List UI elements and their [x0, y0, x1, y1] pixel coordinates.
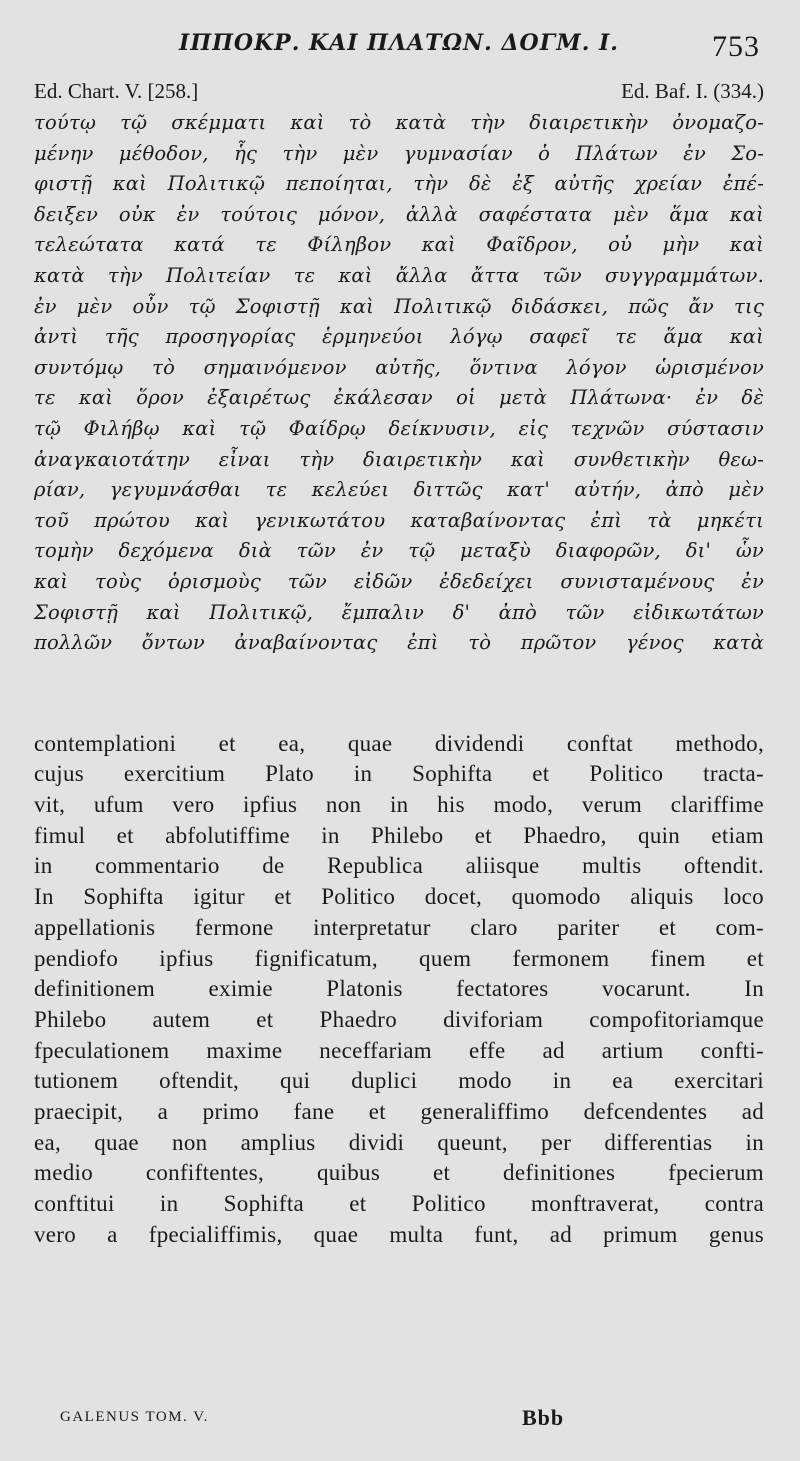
greek-text-line: δειξεν οὐκ ἐν τούτοις μόνον, ἀλλὰ σαφέστατα μὲν ἅμα καὶ: [34, 202, 764, 226]
greek-text: [34, 108, 764, 659]
greek-text-line: συντόμῳ τὸ σημαινόμενον αὐτῆς, ὅντινα λόγον ὡρισμένον: [34, 355, 764, 379]
footer-signature: GALENUS TOM. V.: [60, 1409, 209, 1425]
edition-right: Ed. Baf. I. (334.): [621, 79, 764, 103]
greek-text-line: τελεώτατα κατά τε Φίληβον καὶ Φαῖδρον, οὐ μὴν καὶ: [34, 233, 764, 257]
page-footer: [60, 1405, 764, 1435]
latin-text-line: medio confiftentes, quibus et definitiones fpecierum: [34, 1160, 764, 1186]
greek-text-line: ἀντὶ τῆς προσηγορίας ἑρμηνεύοι λόγῳ σαφεῖ τε ἅμα καὶ: [34, 325, 764, 349]
latin-text-line: appellationis fermone interpretatur claro pariter et com-: [34, 914, 764, 940]
latin-text-line: conftitui in Sophifta et Politico monftraverat, contra: [34, 1191, 764, 1216]
latin-text: [34, 729, 764, 1251]
greek-text-line: τούτῳ τῷ σκέμματι καὶ τὸ κατὰ τὴν διαιρετικὴν ὀνομαζο-: [34, 111, 764, 134]
latin-text-line: cujus exercitium Plato in Sophifta et Politico tracta-: [34, 761, 764, 787]
latin-text-line: Philebo autem et Phaedro diviforiam compofitoriamque: [34, 1006, 764, 1032]
latin-text-line: in commentario de Republica aliisque multis oftendit.: [34, 853, 764, 879]
latin-text-line: contemplationi et ea, quae dividendi conftat methodo,: [34, 730, 764, 756]
latin-text-line: vit, ufum vero ipfius non in his modo, verum clariffime: [34, 792, 764, 818]
greek-text-line: ρίαν, γεγυμνάσθαι τε κελεύει διττῶς κατ' αὐτήν, ἀπὸ μὲν: [34, 478, 764, 502]
greek-text-line: κατὰ τὴν Πολιτείαν τε καὶ ἄλλα ἄττα τῶν συγγραμμάτων.: [34, 263, 764, 287]
greek-text-line: μένην μέθοδον, ἧς τὴν μὲν γυμνασίαν ὁ Πλάτων ἐν Σο-: [34, 141, 764, 165]
latin-text-line: In Sophifta igitur et Politico docet, quomodo aliquis loco: [34, 884, 764, 910]
latin-text-line: ea, quae non amplius dividi queunt, per differentias in: [34, 1129, 764, 1155]
edition-references: [34, 76, 764, 106]
latin-text-line: pendiofo ipfius fignificatum, quem fermonem finem et: [34, 945, 764, 971]
greek-text-line: Σοφιστῇ καὶ Πολιτικῷ, ἔμπαλιν δ' ἀπὸ τῶν εἰδικωτάτων: [34, 600, 764, 624]
column-gap: [34, 659, 764, 729]
latin-text-line: tutionem oftendit, qui duplici modo in ea exercitari: [34, 1068, 764, 1094]
greek-text-line: τε καὶ ὅρον ἐξαιρέτως ἐκάλεσαν οἱ μετὰ Πλάτωνα· ἐν δὲ: [34, 386, 764, 410]
edition-left: Ed. Chart. V. [258.]: [34, 79, 199, 103]
greek-text-line: ἐν μὲν οὖν τῷ Σοφιστῇ καὶ Πολιτικῷ διδάσκει, πῶς ἄν τις: [34, 294, 764, 318]
greek-text-line: καὶ τοὺς ὁρισμοὺς τῶν εἰδῶν ἐδεδείχει συνισταμένους ἐν: [34, 569, 764, 593]
running-title: ΙΠΠΟΚΡ. ΚΑΙ ΠΛΑΤΩΝ. ΔΟΓΜ. Ι.: [179, 30, 619, 56]
latin-text-line: fimul et abfolutiffime in Philebo et Phaedro, quin etiam: [34, 822, 764, 848]
greek-text-line: τοῦ πρώτου καὶ γενικωτάτου καταβαίνοντας ἐπὶ τὰ μηκέτι: [34, 508, 764, 532]
latin-text-line: definitionem eximie Platonis fectatores vocarunt. In: [34, 976, 764, 1002]
sheet-mark: Bbb: [522, 1405, 565, 1430]
greek-text-line: πολλῶν ὄντων ἀναβαίνοντας ἐπὶ τὸ πρῶτον γένος κατὰ: [34, 631, 764, 655]
greek-text-line: τῷ Φιλήβῳ καὶ τῷ Φαίδρῳ δείκνυσιν, εἰς τεχνῶν σύστασιν: [34, 416, 764, 440]
greek-text-line: φιστῇ καὶ Πολιτικῷ πεποίηται, τὴν δὲ ἐξ αὐτῆς χρείαν ἐπέ-: [34, 172, 764, 196]
running-head: [34, 0, 764, 63]
latin-text-line: praecipit, a primo fane et generaliffimo defcendentes ad: [34, 1098, 764, 1124]
greek-text-line: τομὴν δεχόμενα διὰ τῶν ἐν τῷ μεταξὺ διαφορῶν, δι' ὧν: [34, 539, 764, 563]
greek-text-line: ἀναγκαιοτάτην εἶναι τὴν διαιρετικὴν καὶ συνθετικὴν θεω-: [34, 447, 764, 471]
latin-text-line: vero a fpecialiffimis, quae multa funt, ad primum genus: [34, 1221, 764, 1247]
page-number: 753: [712, 30, 760, 63]
latin-text-line: fpeculationem maxime neceffariam effe ad artium confti-: [34, 1037, 764, 1063]
